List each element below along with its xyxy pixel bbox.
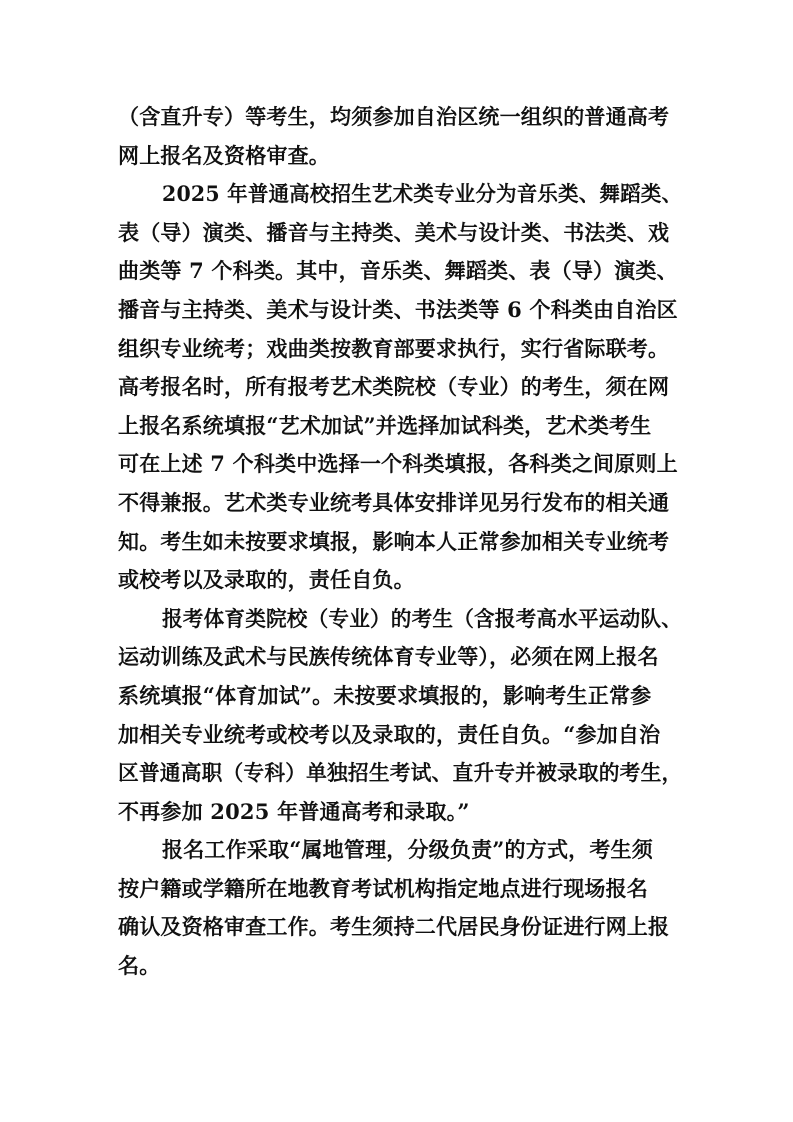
paragraph-start-line: 报考体育类院校（专业）的考生（含报考高水平运动队、	[162, 605, 682, 631]
paragraph-start-line: 报名工作采取“属地管理，分级负责”的方式，考生须	[162, 837, 653, 863]
text-line: 播音与主持类、美术与设计类、书法类等 6 个科类由自治区	[118, 296, 678, 322]
text-line: 确认及资格审查工作。考生须持二代居民身份证进行网上报	[118, 914, 670, 940]
text-line: 不得兼报。艺术类专业统考具体安排详见另行发布的相关通	[118, 489, 670, 515]
text-line: 系统填报“体育加试”。未按要求填报的，影响考生正常参	[118, 682, 652, 708]
text-line: 曲类等 7 个科类。其中，音乐类、舞蹈类、表（导）演类、	[118, 258, 678, 284]
text-line: 区普通高职（专科）单独招生考试、直升专并被录取的考生，	[118, 760, 683, 786]
text-line: 不再参加 2025 年普通高考和录取。”	[118, 798, 470, 824]
text-line: 运动训练及武术与民族传统体育专业等），必须在网上报名	[118, 644, 659, 670]
text-line: 高考报名时，所有报考艺术类院校（专业）的考生，须在网	[118, 374, 670, 400]
document-body	[118, 98, 682, 986]
text-line: 或校考以及录取的，责任自负。	[118, 567, 415, 593]
text-line: 表（导）演类、播音与主持类、美术与设计类、书法类、戏	[118, 219, 670, 245]
text-line: 按户籍或学籍所在地教育考试机构指定地点进行现场报名	[118, 875, 648, 901]
text-line: 可在上述 7 个科类中选择一个科类填报，各科类之间原则上	[118, 451, 678, 477]
text-line: 加相关专业统考或校考以及录取的，责任自负。“参加自治	[118, 721, 661, 747]
paragraph-start-line: 2025 年普通高校招生艺术类专业分为音乐类、舞蹈类、	[162, 181, 683, 207]
text-line: （含直升专）等考生，均须参加自治区统一组织的普通高考	[118, 104, 670, 129]
text-line: 知。考生如未按要求填报，影响本人正常参加相关专业统考	[118, 528, 670, 554]
text-line: 名。	[118, 953, 161, 979]
text-line: 网上报名及资格审查。	[118, 142, 330, 168]
text-line: 上报名系统填报“艺术加试”并选择加试科类，艺术类考生	[118, 412, 652, 438]
text-line: 组织专业统考；戏曲类按教育部要求执行，实行省际联考。	[118, 335, 670, 361]
